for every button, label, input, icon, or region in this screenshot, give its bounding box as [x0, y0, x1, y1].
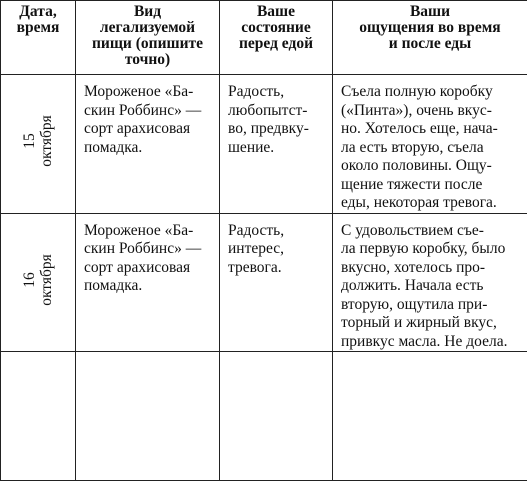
empty-cell: [1, 352, 76, 481]
header-feelings: Ваши ощущения во время и после еды: [333, 1, 527, 75]
empty-cell: [333, 352, 527, 481]
date-label: 16 октября: [21, 253, 55, 306]
table-row: [1, 213, 527, 352]
state-cell: Радость, интерес, тревога.: [220, 213, 333, 352]
food-cell: Мороженое «Ба- скин Роббинс» — сорт арахисовая помадка.: [76, 213, 220, 352]
date-label: 15 октября: [21, 115, 55, 167]
header-row: [1, 1, 527, 75]
state-cell: Радость, любопытст- во, предвку- шение.: [220, 75, 333, 214]
feelings-cell: С удовольствием съе- ла первую коробку, было вкусно, хотелось про- должить. Начала есть вторую, ощутила при- торный и жирный вкус, привкус масла. Не доела.: [333, 213, 527, 352]
empty-cell: [76, 352, 220, 481]
header-state-before: Ваше состояние перед едой: [220, 1, 333, 75]
header-food-type: Вид легализуемой пищи (опишите точно): [76, 1, 220, 75]
header-date-time: Дата, время: [1, 1, 76, 75]
food-cell: Мороженое «Ба- скин Роббинс» — сорт арахисовая помадка.: [76, 75, 220, 214]
empty-row: [1, 352, 527, 481]
table-row: [1, 75, 527, 214]
date-cell: [1, 213, 76, 352]
empty-cell: [220, 352, 333, 481]
feelings-cell: Съела полную коробку («Пинта»), очень вкус- но. Хотелось еще, нача- ла есть вторую, съела около половины. Ощу- щение тяжести после еды, некоторая тревога.: [333, 75, 527, 214]
date-cell: [1, 75, 76, 214]
